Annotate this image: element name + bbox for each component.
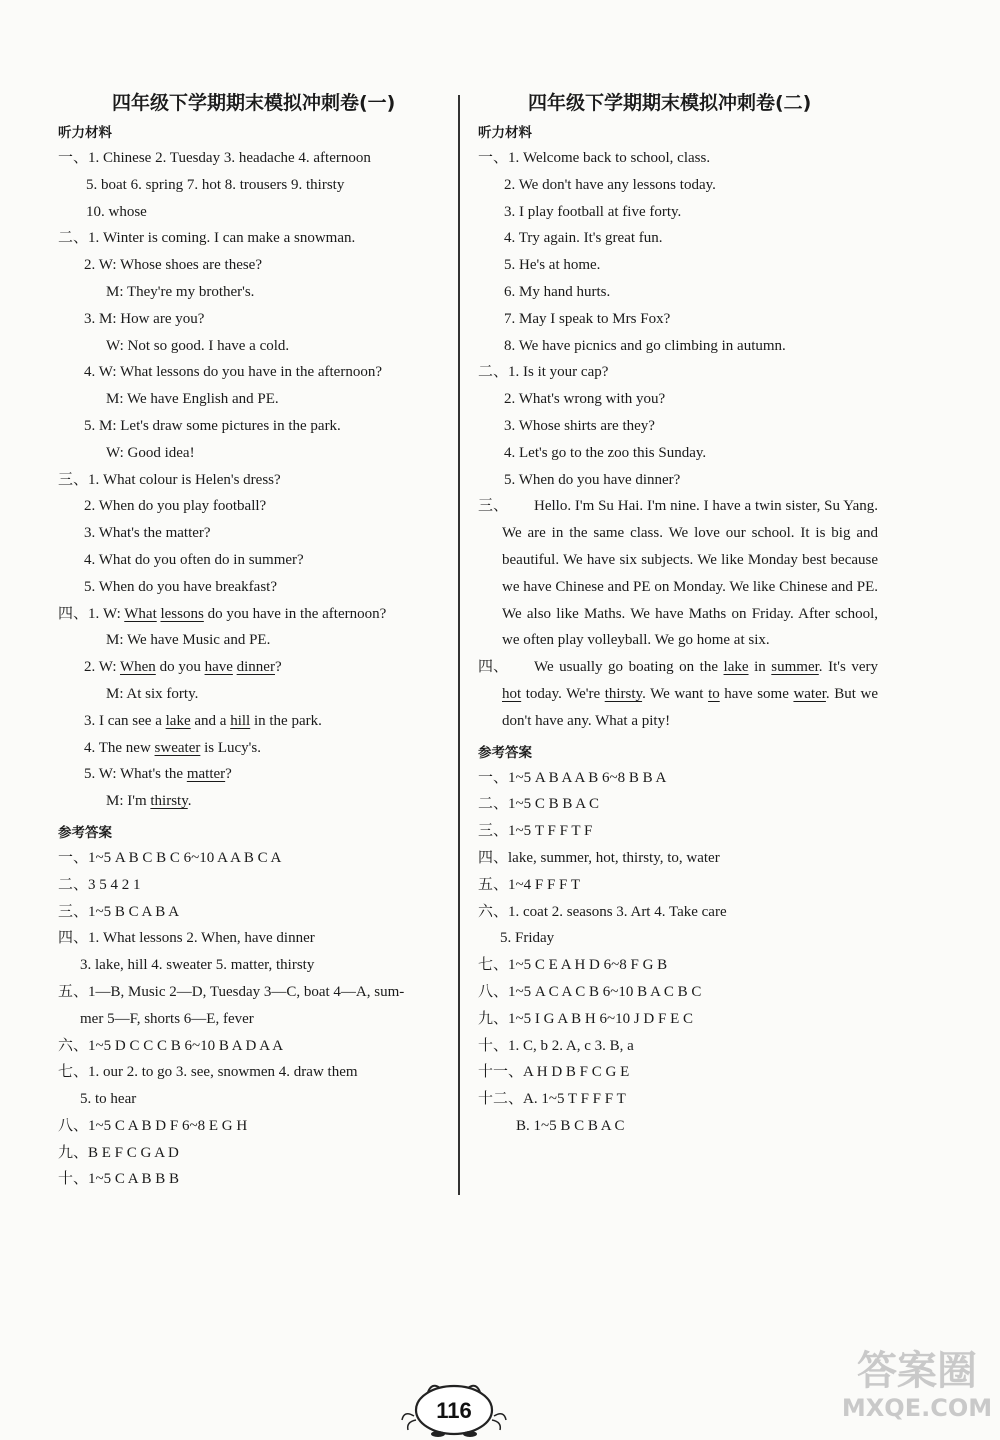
underlined-word: dinner [236, 659, 275, 676]
text-line [58, 788, 450, 815]
underlined-word: When [119, 659, 156, 676]
text-line: 3. Whose shirts are they? [504, 417, 655, 434]
answer-line: 七、1. our 2. to go 3. see, snowmen 4. draw them [58, 1064, 358, 1081]
answer-line: 七、1~5 C E A H D 6~8 F G B [478, 957, 668, 974]
answer-line: 五、1~4 F F F T [478, 876, 581, 893]
text-line: M: They're my brother's. [106, 283, 255, 300]
text-line: 5. When do you have breakfast? [84, 578, 277, 595]
text-line: 8. We have picnics and go climbing in autumn. [504, 337, 786, 354]
text-span: and a [190, 712, 231, 729]
left-column [58, 88, 450, 1193]
paper-title-1: 四年级下学期期末模拟冲刺卷(一) [112, 92, 396, 114]
text-line [58, 601, 450, 628]
text-line: 一、1. Chinese 2. Tuesday 3. headache 4. afternoon [58, 150, 371, 166]
text-line: 3. I play football at five forty. [504, 203, 682, 220]
answer-line: 九、B E F C G A D [58, 1144, 179, 1161]
text-line: 5. When do you have dinner? [504, 471, 681, 488]
underlined-word: summer [771, 659, 819, 676]
text-line: 4. Let's go to the zoo this Sunday. [504, 444, 707, 461]
answer-line: 五、1—B, Music 2—D, Tuesday 3—C, boat 4—A, sum- [58, 983, 405, 1000]
text-span: 4. The new [84, 739, 155, 756]
answer-line: 九、1~5 I G A B H 6~10 J D F E C [478, 1010, 694, 1027]
answer-line: 5. to hear [80, 1091, 137, 1108]
underlined-word: thirsty [150, 793, 188, 810]
text-line: 5. He's at home. [504, 257, 601, 274]
section-number: 三、 [478, 498, 509, 515]
text-span: in the park. [250, 712, 322, 729]
text-span: do you [155, 659, 205, 676]
underlined-word: hot [502, 685, 522, 702]
answer-line: 3. lake, hill 4. sweater 5. matter, thirsty [80, 957, 315, 974]
answer-line: B. 1~5 B C B A C [516, 1117, 625, 1134]
text-line: 二、1. Winter is coming. I can make a snowman. [58, 230, 356, 247]
text-line: M: We have English and PE. [106, 391, 279, 408]
text-line [58, 735, 450, 762]
listening-header-1: 听力材料 [58, 125, 112, 141]
passage-text: Hello. I'm Su Hai. I'm nine. I have a twin sister, Su Yang. We are in the same class. We love our school. It is big and beautiful. We have six subjects. We like Monday best because we have Chinese and PE on Monday. We like Chinese and PE. We also like Maths. We have Maths on Friday. After school, we often play volleyball. We go home at six. [502, 498, 878, 649]
cloze-block [478, 654, 878, 734]
text-span: We usually go boating on the [534, 659, 724, 676]
passage-block [478, 493, 878, 654]
text-line: 10. whose [86, 203, 147, 220]
text-line: W: Good idea! [106, 444, 195, 461]
text-line [58, 761, 450, 788]
decor-stroke [402, 1414, 416, 1430]
text-line [58, 654, 450, 681]
answer-line: 十一、A H D B F C G E [478, 1064, 630, 1081]
section-number: 四、 [478, 659, 509, 676]
column-divider [458, 95, 460, 1195]
answer-line: 四、1. What lessons 2. When, have dinner [58, 930, 315, 947]
answer-line: mer 5—F, shorts 6—E, fever [80, 1010, 254, 1027]
answer-header-2: 参考答案 [478, 744, 532, 761]
text-span: ? [274, 659, 282, 676]
text-line: M: At six forty. [106, 685, 199, 702]
answer-line: 一、1~5 A B A A B 6~8 B B A [478, 769, 667, 786]
text-line: 5. M: Let's draw some pictures in the park. [84, 417, 341, 434]
answer-line: 三、1~5 B C A B A [58, 903, 180, 920]
underlined-word: thirsty [604, 685, 643, 702]
answer-header-1: 参考答案 [58, 824, 112, 841]
text-line: 4. Try again. It's great fun. [504, 230, 663, 247]
text-line: 一、1. Welcome back to school, class. [478, 150, 711, 166]
underlined-word: hill [230, 712, 251, 729]
text-line: 3. M: How are you? [84, 310, 205, 327]
badge-foot [431, 1431, 445, 1437]
paper-title-2: 四年级下学期期末模拟冲刺卷(二) [528, 92, 812, 114]
answer-line: 八、1~5 C A B D F 6~8 E G H [58, 1117, 248, 1134]
text-span: today. We're [521, 685, 605, 702]
answer-line: 四、lake, summer, hot, thirsty, to, water [478, 849, 720, 866]
underlined-word: have [204, 659, 233, 676]
decor-stroke [492, 1414, 506, 1430]
text-span: 2. W: [84, 659, 120, 676]
text-span: ? [225, 766, 232, 783]
underlined-word: matter [186, 766, 226, 783]
text-span: . [187, 793, 192, 810]
answer-line: 一、1~5 A B C B C 6~10 A A B C A [58, 849, 282, 866]
watermark-url: MXQE.COM [842, 1394, 992, 1422]
text-span: 5. W: What's the [84, 766, 187, 783]
text-line: M: We have Music and PE. [106, 632, 271, 649]
answer-line: 八、1~5 A C A C B 6~10 B A C B C [478, 983, 702, 1000]
page-number-badge [398, 1376, 510, 1440]
text-span: 3. I can see a [84, 712, 166, 729]
underlined-word: lake [723, 659, 749, 676]
text-line: 4. What do you often do in summer? [84, 551, 304, 568]
text-span: 四、1. W: [58, 605, 125, 622]
text-line: 4. W: What lessons do you have in the afternoon? [84, 364, 382, 381]
listening-header-2: 听力材料 [478, 125, 532, 141]
text-line: 2. What's wrong with you? [504, 391, 666, 408]
underlined-word: sweater [154, 739, 201, 756]
text-line: 二、1. Is it your cap? [478, 364, 609, 381]
answer-line: 二、3 5 4 2 1 [58, 876, 141, 893]
answer-line: 六、1. coat 2. seasons 3. Art 4. Take care [478, 903, 727, 920]
answer-line: 六、1~5 D C C C B 6~10 B A D A A [58, 1037, 284, 1054]
answer-line: 十二、A. 1~5 T F F F T [478, 1091, 626, 1108]
page-number: 116 [436, 1398, 472, 1423]
text-line: 3. What's the matter? [84, 525, 211, 542]
text-line [58, 708, 450, 735]
text-line: 7. May I speak to Mrs Fox? [504, 310, 671, 327]
badge-foot [463, 1431, 477, 1437]
answer-line: 十、1. C, b 2. A, c 3. B, a [478, 1037, 634, 1054]
text-span: . We want [642, 685, 709, 702]
answer-line: 三、1~5 T F F T F [478, 823, 593, 840]
text-line: 三、1. What colour is Helen's dress? [58, 471, 281, 488]
text-line: 2. When do you play football? [84, 498, 267, 515]
text-line: W: Not so good. I have a cold. [106, 337, 290, 354]
underlined-word: What [124, 605, 157, 622]
underlined-word: lake [165, 712, 191, 729]
watermark-logo [842, 1338, 992, 1424]
text-span: have some [719, 685, 794, 702]
text-span: . But we don't have any. What a pity! [502, 685, 878, 729]
text-line: 6. My hand hurts. [504, 283, 611, 300]
underlined-word: to [708, 685, 720, 702]
answer-line: 十、1~5 C A B B B [58, 1171, 180, 1188]
right-column [478, 88, 878, 1140]
text-span: in [748, 659, 772, 676]
text-span: is Lucy's. [200, 739, 261, 756]
underlined-word: lessons [160, 605, 204, 622]
text-line: 2. We don't have any lessons today. [504, 176, 716, 193]
watermark-title: 答案圈 [857, 1348, 977, 1394]
answer-line: 5. Friday [500, 930, 555, 947]
cloze-text [502, 654, 878, 734]
text-span: . It's very [818, 659, 878, 676]
answer-line: 二、1~5 C B B A C [478, 796, 600, 813]
text-span: do you have in the afternoon? [203, 605, 387, 622]
underlined-word: water [793, 685, 826, 702]
text-line: 2. W: Whose shoes are these? [84, 257, 263, 274]
text-line: 5. boat 6. spring 7. hot 8. trousers 9. thirsty [86, 176, 345, 193]
text-span: M: I'm [106, 793, 151, 810]
